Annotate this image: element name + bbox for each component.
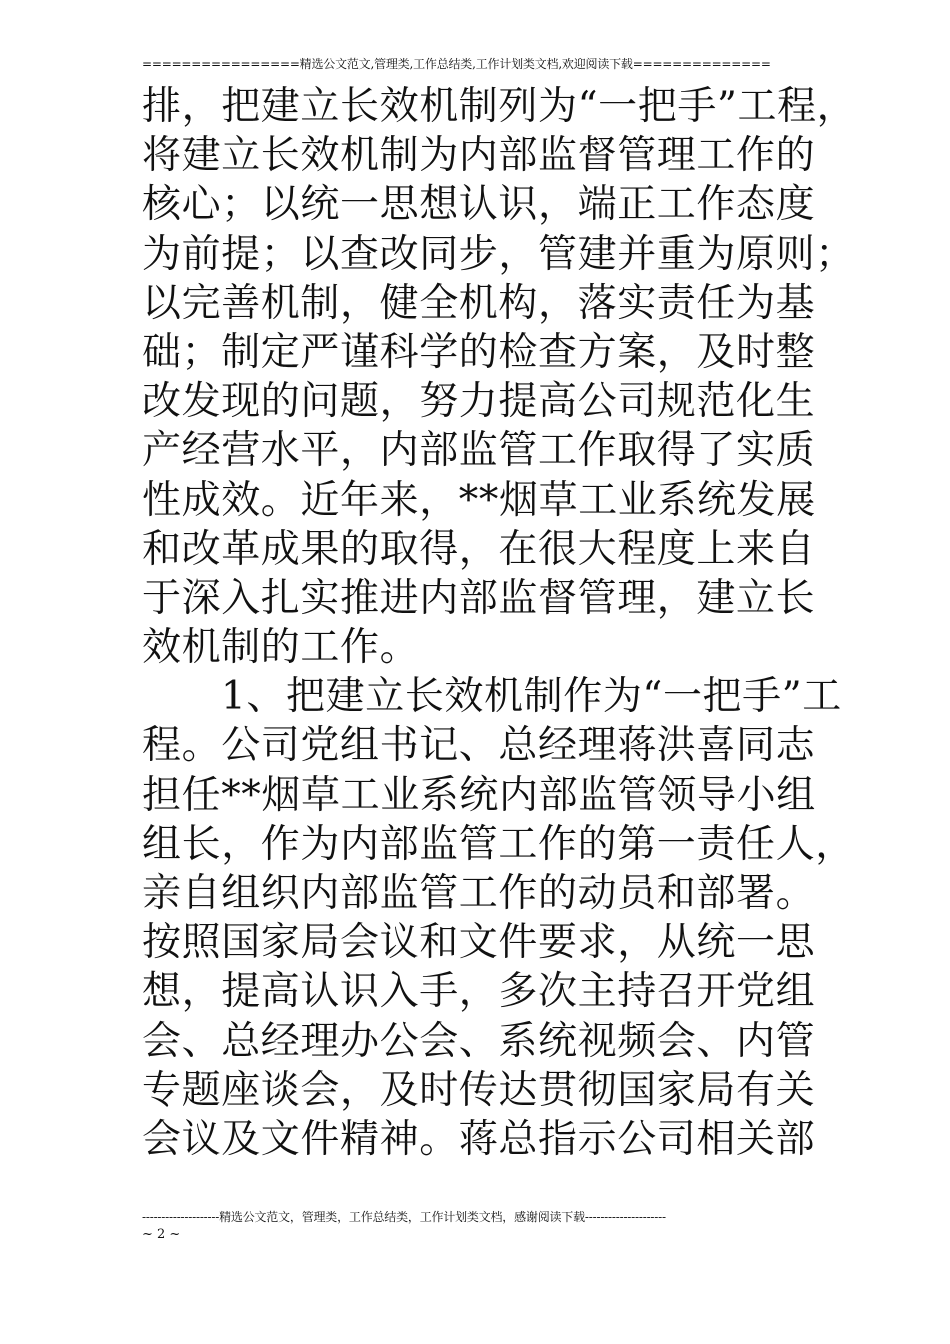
- body-line: 性成效。近年来，**烟草工业系统发展: [142, 477, 816, 523]
- body-line: 组长，作为内部监管工作的第一责任人，: [142, 821, 855, 867]
- body-line: 专题座谈会，及时传达贯彻国家局有关: [142, 1067, 816, 1113]
- body-line: 以完善机制，健全机构，落实责任为基: [142, 280, 816, 326]
- body-line: 程。公司党组书记、总经理蒋洪喜同志: [142, 723, 816, 769]
- page-number: ~ 2 ~: [142, 1227, 181, 1242]
- document-body: [142, 82, 857, 1164]
- body-line: 排，把建立长效机制列为“一把手”工程，: [142, 84, 857, 129]
- body-line: 想，提高认识入手，多次主持召开党组: [142, 969, 816, 1015]
- body-line: 和改革成果的取得，在很大程度上来自: [142, 526, 816, 572]
- paragraph-start-line: 1、把建立长效机制作为“一把手”工: [221, 674, 842, 720]
- body-line: 础；制定严谨科学的检查方案，及时整: [142, 329, 816, 375]
- body-line: 担任**烟草工业系统内部监管领导小组: [142, 772, 816, 818]
- body-line: 会议及文件精神。蒋总指示公司相关部: [142, 1116, 816, 1162]
- body-line: 会、总经理办公会、系统视频会、内管: [142, 1018, 816, 1064]
- body-line: 效机制的工作。: [142, 625, 420, 671]
- body-line: 改发现的问题，努力提高公司规范化生: [142, 379, 816, 425]
- body-line: 将建立长效机制为内部监督管理工作的: [142, 133, 816, 179]
- body-line: 为前提；以查改同步，管建并重为原则；: [142, 231, 855, 277]
- body-line: 核心；以统一思想认识，端正工作态度: [142, 182, 816, 228]
- page-header-banner: ================精选公文范文,管理类,工作总结类,工作计划类文档,欢迎阅读下载==============: [142, 57, 771, 71]
- body-line: 按照国家局会议和文件要求，从统一思: [142, 920, 816, 966]
- body-line: 产经营水平，内部监管工作取得了实质: [142, 428, 816, 474]
- page-footer-banner: --------------------精选公文范文，管理类，工作总结类，工作计划类文档，感谢阅读下载---------------------: [142, 1210, 666, 1224]
- body-line: 于深入扎实推进内部监督管理，建立长: [142, 575, 816, 621]
- body-line: 亲自组织内部监管工作的动员和部署。: [142, 871, 816, 916]
